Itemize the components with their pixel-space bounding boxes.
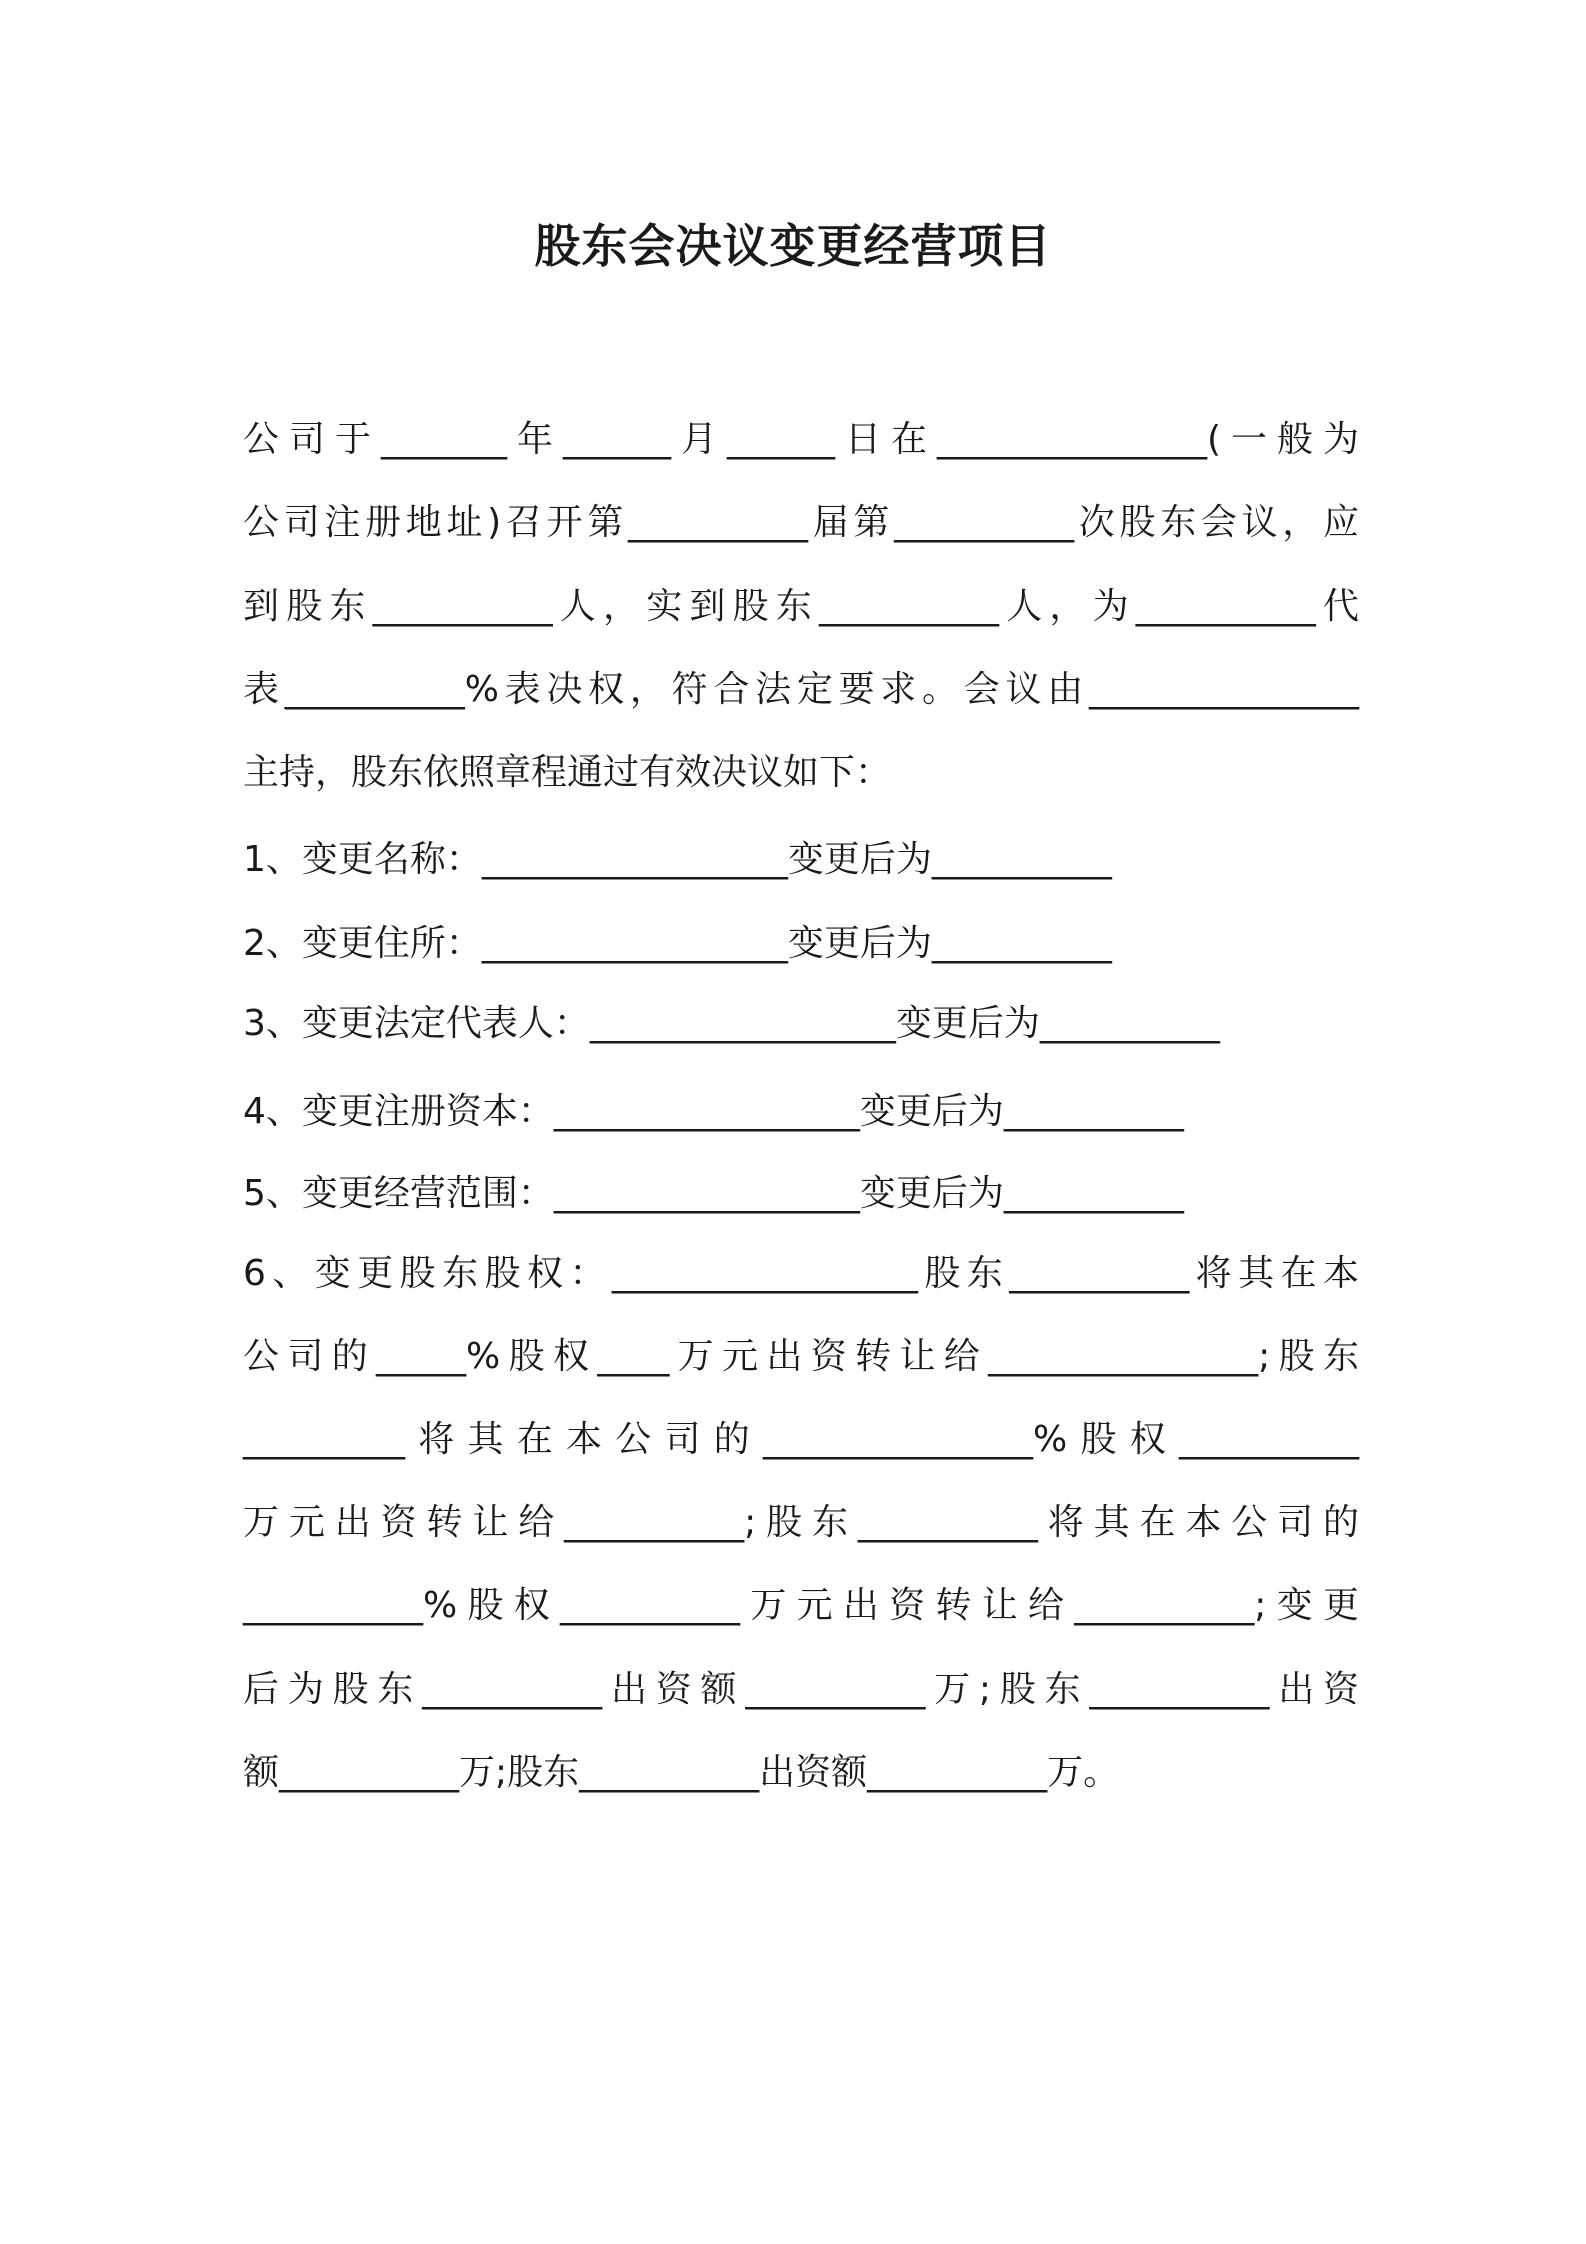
resolution-item-capital: 4、变更注册资本：_________________变更后为__________ bbox=[243, 1091, 1184, 1132]
paragraph-line: _________将其在本公司的_______________%股权__________ bbox=[243, 1419, 1359, 1460]
resolution-item-address: 2、变更住所：_________________变更后为__________ bbox=[243, 923, 1112, 964]
paragraph-line: 公司注册地址)召开第__________届第__________次股东会议，应 bbox=[243, 502, 1359, 543]
paragraph-line: 到股东__________人，实到股东__________人，为__________代 bbox=[243, 586, 1359, 627]
paragraph-line: 主持，股东依照章程通过有效决议如下： bbox=[243, 752, 892, 793]
paragraph-line: 公司的_____%股权____万元出资转让给_______________;股东 bbox=[243, 1336, 1359, 1377]
document-title: 股东会决议变更经营项目 bbox=[534, 219, 1052, 273]
resolution-item-equity: 6、变更股东股权：_________________股东__________将其在本 bbox=[243, 1253, 1359, 1294]
resolution-item-name: 1、变更名称：_________________变更后为__________ bbox=[243, 839, 1112, 880]
paragraph-line: 公司于_______年______月______日在_______________(一般为 bbox=[243, 419, 1359, 460]
paragraph-line: 额__________万;股东__________出资额__________万。 bbox=[243, 1752, 1120, 1793]
paragraph-line: 万元出资转让给__________;股东__________将其在本公司的 bbox=[243, 1502, 1359, 1543]
paragraph-line: 表__________%表决权，符合法定要求。会议由_______________ bbox=[243, 669, 1359, 710]
paragraph-line: 后为股东__________出资额__________万;股东__________出资 bbox=[243, 1669, 1359, 1710]
paragraph-line: __________%股权__________万元出资转让给__________;变更 bbox=[243, 1585, 1359, 1626]
resolution-item-scope: 5、变更经营范围：_________________变更后为__________ bbox=[243, 1173, 1184, 1214]
resolution-item-legal-rep: 3、变更法定代表人：_________________变更后为__________ bbox=[243, 1003, 1220, 1044]
